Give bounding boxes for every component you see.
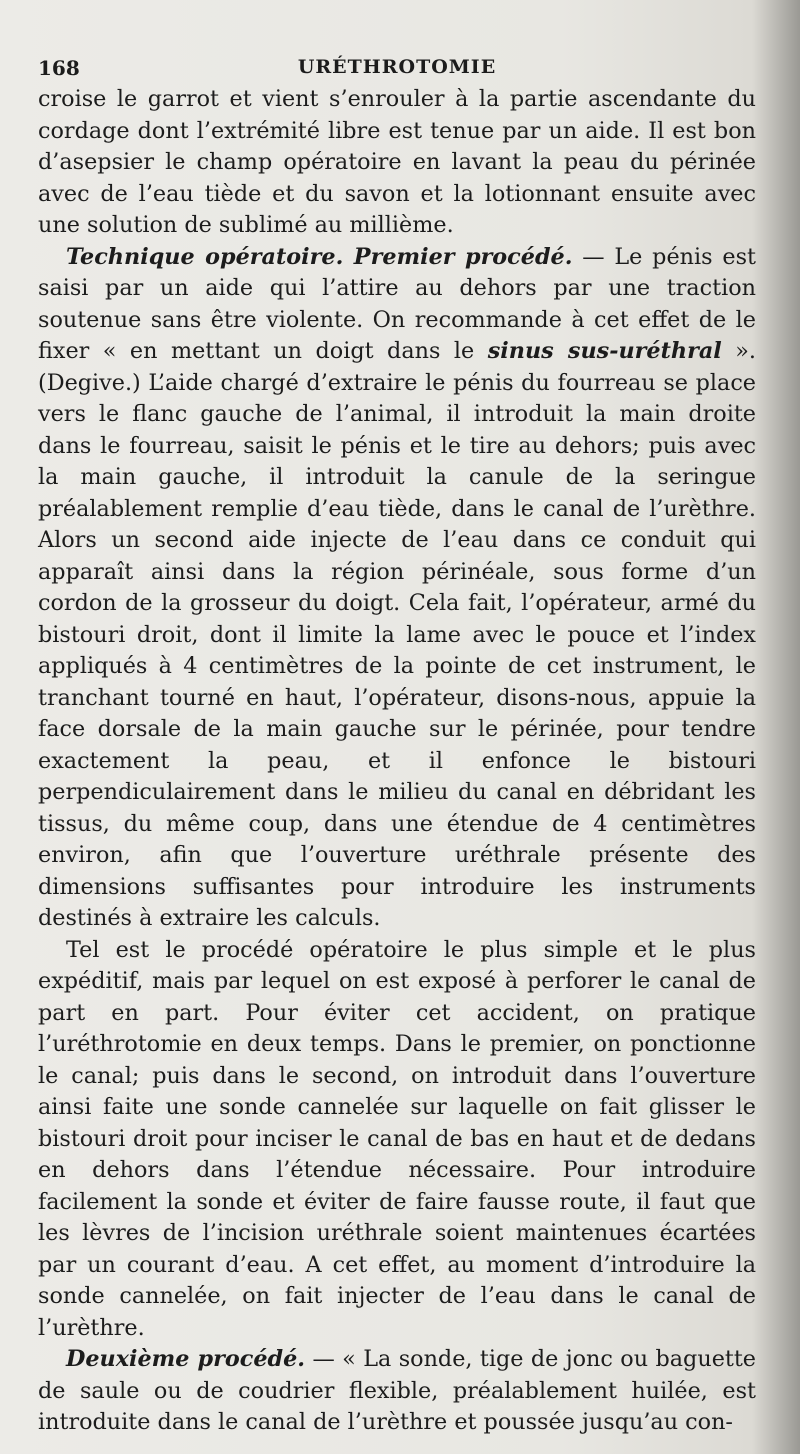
paragraph-2-text-b: ». (Degive.) L’aide chargé d’extraire le pénis du fourreau se place vers le flanc gauche de l’animal, il introduit la main droite dans le fourreau, saisit le pénis et le tire au dehors; puis avec la main gauche, il introduit la canule de la seringue préalablement remplie d’eau tiède, dans le canal de l’urèthre. Alors un second aide injecte de l’eau dans ce conduit qui apparaît ainsi dans la région périnéale, sous forme d’un cordon de la grosseur du doigt. Cela fait, l’opérateur, armé du bistouri droit, dont il limite la lame avec le pouce et l’index appliqués à 4 centimètres de la pointe de cet instrument, le tranchant tourné en haut, l’opérateur, disons-nous, appuie la face dorsale de la main gauche sur le périnée, pour tendre exactement la peau, et il enfonce le bistouri perpendiculairement dans le milieu du canal en débridant les tissus, du même coup, dans une étendue de 4 centimètres environ, afin que l’ouverture uréthrale présente des dimensions suffisantes pour introduire les instruments destinés à extraire les calculs. [38, 338, 757, 931]
paragraph-3 [38, 935, 756, 1345]
paragraph-4-text: — « La sonde, tige de jonc ou baguette de saule ou de coudrier flexible, préalablement huilée, est introduite dans le canal de l’urèthre et poussée jusqu’au con- [38, 1346, 757, 1435]
paragraph-1 [38, 84, 756, 242]
page-header [38, 50, 756, 84]
section-heading-deuxieme-procede: Deuxième procédé. [66, 1346, 306, 1372]
paragraph-4 [38, 1344, 756, 1439]
running-head: URÉTHROTOMIE [297, 56, 497, 78]
paragraph-2 [38, 242, 756, 935]
paragraph-3-text: Tel est le procédé opératoire le plus simple et le plus expéditif, mais par lequel on est exposé à perforer le canal de part en part. Pour éviter cet accident, on pratique l’uréthrotomie en deux temps. Dans le premier, on ponctionne le canal; puis dans le second, on introduit dans l’ouverture ainsi faite une sonde cannelée sur laquelle on fait glisser le bistouri droit pour inciser le canal de bas en haut et de dedans en dehors dans l’étendue nécessaire. Pour introduire facilement la sonde et éviter de faire fausse route, il faut que les lèvres de l’incision uréthrale soient maintenues écartées par un courant d’eau. A cet effet, au moment d’introduire la sonde cannelée, on fait injecter de l’eau dans le canal de l’urèthre. [38, 936, 756, 1341]
page-number: 168 [38, 56, 80, 80]
anatomical-term: sinus sus-uréthral [487, 338, 722, 364]
paragraph-1-text: croise le garrot et vient s’enrouler à la partie ascendante du cordage dont l’extrémité libre est tenue par un aide. Il est bon d’asepsier le champ opératoire en lavant la peau du périnée avec de l’eau tiède et du savon et la lotionnant ensuite avec une solution de sublimé au millième. [38, 86, 756, 238]
section-heading-premier-procede: Technique opératoire. Premier procédé. [66, 243, 573, 270]
paragraph-2-text-a: — Le pénis est saisi par un aide qui l’attire au dehors par une traction soutenue sans être violente. On recommande à cet effet de le fixer « en mettant un doigt dans le [38, 243, 756, 364]
body-text [38, 84, 756, 1439]
